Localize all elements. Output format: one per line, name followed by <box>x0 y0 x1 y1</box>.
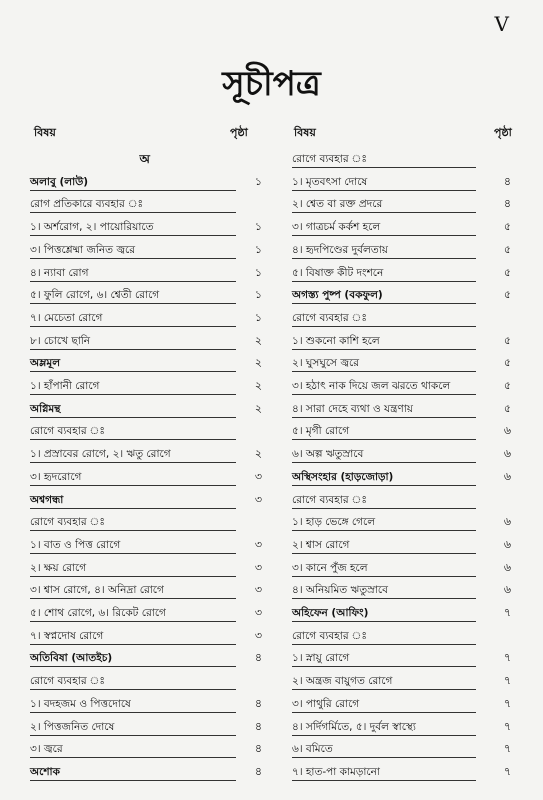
entry-page: ৩ <box>254 583 262 597</box>
entry-text: ১। হাঁপানী রোগে <box>30 380 100 392</box>
entry-underline <box>292 485 476 486</box>
index-entry <box>30 332 265 350</box>
entry-text: ৩। পিত্তশ্লেষ্মা জনিত জ্বরে <box>30 243 136 256</box>
entry-page: ৫ <box>503 401 511 415</box>
entry-underline <box>292 235 476 236</box>
entry-underline <box>30 780 236 781</box>
entry-text: ৭। স্বপ্নদোষ রোগে <box>30 629 104 642</box>
entry-text: ৩। হৃদরোগে <box>30 470 82 483</box>
entry-underline <box>292 371 476 372</box>
entry-page: ২ <box>254 447 262 461</box>
entry-page: ৭ <box>503 606 511 619</box>
col2-page-header: পৃষ্ঠা <box>494 126 512 139</box>
entry-page: ৪ <box>503 174 511 188</box>
entry-text: ২। ক্ষয় রোগে <box>30 561 87 574</box>
entry-page: ৩ <box>254 628 262 642</box>
entry-text: ৪। সারা দেহে ব্যথা ও যন্ত্রণায় <box>292 402 413 415</box>
entry-underline <box>292 689 476 690</box>
entry-page: ৬ <box>503 583 511 597</box>
entry-underline <box>30 439 236 440</box>
entry-text: ১। হাড় ভেঙ্গে গেলে <box>292 516 376 529</box>
entry-page: ৬ <box>503 447 511 461</box>
entry-underline <box>30 621 236 622</box>
entry-text: ৩। শ্বাস রোগে, ৪। অনিদ্রা রোগে <box>30 584 164 597</box>
index-heading <box>292 286 517 304</box>
index-heading <box>30 354 265 372</box>
index-entry <box>292 218 517 236</box>
entry-text: ৬। বমিতে <box>292 743 333 756</box>
index-heading <box>292 468 517 486</box>
index-entry <box>292 332 517 350</box>
entry-page: ১ <box>254 220 262 234</box>
entry-text: অ <box>139 152 150 166</box>
entry-underline <box>292 530 476 531</box>
entry-underline <box>30 462 236 463</box>
entry-text: রোগ প্রতিকারে ব্যবহার ঃ <box>30 198 144 211</box>
entry-underline <box>30 394 236 395</box>
entry-page: ৭ <box>503 764 511 778</box>
index-entry <box>292 649 517 667</box>
col1-topic-header: বিষয় <box>34 126 56 139</box>
entry-underline <box>292 394 476 395</box>
entry-text: ২। শ্বাস রোগে <box>292 538 350 551</box>
index-entry <box>30 468 265 486</box>
entry-underline <box>30 598 236 599</box>
entry-underline <box>30 689 236 690</box>
entry-page: ২ <box>254 356 262 370</box>
entry-text: ২। পিত্তজনিত দোষে <box>30 720 115 733</box>
entry-underline <box>292 417 476 418</box>
entry-text: ৭। মেচেতা রোগে <box>30 311 103 324</box>
entry-underline <box>292 212 476 213</box>
entry-underline <box>30 235 236 236</box>
entry-underline <box>292 281 476 282</box>
entry-underline <box>292 349 476 350</box>
index-entry <box>292 536 517 554</box>
index-heading <box>292 604 517 622</box>
entry-page: ২ <box>254 333 262 347</box>
entry-text: রোগে ব্যবহার ঃ <box>292 493 367 506</box>
entry-page: ৬ <box>503 515 511 529</box>
index-entry <box>30 536 265 554</box>
index-entry <box>30 377 265 395</box>
entry-underline <box>30 712 236 713</box>
entry-text: রোগে ব্যবহার ঃ <box>30 425 105 438</box>
page-number: V <box>494 12 509 36</box>
entry-text: ১। বাত ও পিত্ত রোগে <box>30 538 121 551</box>
entry-page: ১ <box>254 310 262 324</box>
entry-text: ৩। হঠাৎ নাক দিয়ে জল ঝরতে থাকলে <box>292 380 451 392</box>
index-entry <box>292 581 517 599</box>
entry-text: ৪। অনিয়মিত ঋতুস্রাবে <box>292 584 388 597</box>
index-heading <box>30 649 265 667</box>
entry-page: ১ <box>254 242 262 256</box>
index-subheading <box>292 627 517 645</box>
index-entry <box>30 627 265 645</box>
entry-page: ৪ <box>254 696 262 710</box>
entry-page: ৩ <box>254 606 262 619</box>
index-entry <box>292 195 517 213</box>
entry-page: ২ <box>254 379 262 392</box>
index-entry <box>30 581 265 599</box>
index-entry <box>30 241 265 259</box>
entry-text: ৪। হৃদপিণ্ডের দুর্বলতায় <box>292 243 388 256</box>
entry-text: ৫। মৃগী রোগে <box>292 425 350 438</box>
entry-text: ৪। ন্যাবা রোগ <box>30 266 89 279</box>
entry-underline <box>30 371 236 372</box>
entry-underline <box>30 258 236 259</box>
index-subheading <box>292 309 517 327</box>
entry-underline <box>292 553 476 554</box>
entry-page: ৭ <box>503 674 511 688</box>
index-heading <box>30 763 265 781</box>
entry-text: ৩। গাত্রচর্ম কর্কশ হলে <box>292 221 381 234</box>
entry-underline <box>292 666 476 667</box>
entry-page: ৭ <box>503 651 511 665</box>
entry-underline <box>30 666 236 667</box>
entry-underline <box>292 712 476 713</box>
entry-text: রোগে ব্যবহার ঃ <box>292 629 367 642</box>
index-entry <box>292 354 517 372</box>
entry-text: রোগে ব্যবহার ঃ <box>292 153 367 165</box>
index-entry <box>292 672 517 690</box>
entry-text: ১। প্রস্রাবের রোগে, ২। ঋতু রোগে <box>30 448 171 461</box>
entry-text: ৩। কানে পুঁজ হলে <box>292 561 368 574</box>
entry-page: ৬ <box>503 469 511 483</box>
entry-underline <box>292 326 476 327</box>
entry-text: ৫। বিষাক্ত কীট দংশনে <box>292 266 384 279</box>
entry-page: ৫ <box>503 333 511 347</box>
index-subheading <box>292 491 517 509</box>
entry-page: ২ <box>254 401 262 415</box>
entry-page: ৩ <box>254 560 262 574</box>
entry-text: ১। মৃতবৎসা দোষে <box>292 175 368 188</box>
entry-text: ১। স্নায়ু রোগে <box>292 652 350 665</box>
index-entry <box>30 264 265 282</box>
index-entry <box>30 309 265 327</box>
entry-underline <box>30 644 236 645</box>
section-letter <box>30 150 265 168</box>
entry-underline <box>292 439 476 440</box>
entry-underline <box>30 281 236 282</box>
index-entry <box>292 445 517 463</box>
entry-underline <box>292 757 476 758</box>
entry-text: ৮। চোখে ছানি <box>30 334 91 347</box>
entry-underline <box>30 326 236 327</box>
entry-text: অহিফেন (আফিং) <box>292 607 369 619</box>
index-entry <box>292 422 517 440</box>
entry-page: ৭ <box>503 742 511 756</box>
entry-text: ২। শ্বেত বা রক্ত প্রদরে <box>292 198 383 211</box>
entry-page: ৩ <box>254 537 262 551</box>
page-title: সূচীপত্র <box>222 64 321 104</box>
index-entry <box>30 559 265 577</box>
entry-text: অগ্নিমন্থ <box>30 402 61 415</box>
entry-underline <box>292 780 476 781</box>
entry-underline <box>30 553 236 554</box>
entry-underline <box>30 735 236 736</box>
entry-page: ৫ <box>503 288 511 302</box>
entry-underline <box>30 757 236 758</box>
entry-text: অলাবু (লাউ) <box>30 175 89 188</box>
index-entry <box>292 740 517 758</box>
entry-page: ৩ <box>254 469 262 483</box>
entry-underline <box>292 303 476 304</box>
index-heading <box>30 400 265 418</box>
entry-text: অশোক <box>30 765 60 778</box>
index-heading <box>30 491 265 509</box>
entry-page: ৫ <box>503 220 511 234</box>
entry-underline <box>292 190 476 191</box>
entry-underline <box>30 212 236 213</box>
index-subheading <box>30 513 265 531</box>
entry-page: ৪ <box>254 764 262 778</box>
index-subheading <box>292 150 517 168</box>
col2-topic-header: বিষয় <box>294 126 316 139</box>
entry-page: ৩ <box>254 492 262 506</box>
entry-underline <box>292 258 476 259</box>
entry-page: ৬ <box>503 560 511 574</box>
entry-text: অশ্বগন্ধা <box>30 493 64 506</box>
entry-page: ১ <box>254 174 262 188</box>
entry-text: ১। শুকনো কাশি হলে <box>292 334 380 347</box>
entry-text: ১। অর্শরোগ, ২। পায়োরিয়াতে <box>30 221 154 234</box>
entry-text: ১। বদহজম ও পিত্তদোষে <box>30 697 131 710</box>
entry-page: ৪ <box>503 197 511 211</box>
index-entry <box>30 286 265 304</box>
entry-text: রোগে ব্যবহার ঃ <box>30 675 105 688</box>
index-entry <box>292 695 517 713</box>
index-entry <box>30 740 265 758</box>
entry-text: অস্থিসংহার (হাড়জোড়া) <box>292 470 394 483</box>
index-entry <box>30 604 265 622</box>
entry-underline <box>30 190 236 191</box>
entry-text: অম্লমূল <box>30 357 61 370</box>
entry-page: ৬ <box>503 424 511 438</box>
index-subheading <box>30 672 265 690</box>
entry-underline <box>30 530 236 531</box>
entry-text: ৫। শোথ রোগে, ৬। রিকেট রোগে <box>30 607 166 619</box>
index-entry <box>292 264 517 282</box>
entry-page: ৫ <box>503 265 511 279</box>
entry-text: ৭। হাত-পা কামড়ানো <box>292 765 380 778</box>
entry-text: ২। ঘুসঘুসে জ্বরে <box>292 357 360 370</box>
entry-page: ১ <box>254 288 262 302</box>
entry-text: রোগে ব্যবহার ঃ <box>292 311 367 324</box>
entry-text: ২। অন্ত্রজ বায়ুগত রোগে <box>292 675 393 688</box>
index-entry <box>292 559 517 577</box>
entry-text: অগস্ত্য পুষ্প (বকফুল) <box>292 289 383 302</box>
entry-underline <box>292 735 476 736</box>
entry-underline <box>292 508 476 509</box>
index-heading <box>30 173 265 191</box>
entry-page: ৪ <box>254 651 262 665</box>
entry-underline <box>30 508 236 509</box>
index-entry <box>292 377 517 395</box>
entry-text: অতিবিষা (আতইচ) <box>30 652 113 665</box>
entry-underline <box>30 417 236 418</box>
entry-page: ১ <box>254 265 262 279</box>
entry-page: ৫ <box>503 356 511 370</box>
entry-underline <box>30 485 236 486</box>
entry-underline <box>292 621 476 622</box>
entry-text: ৫। ফুলি রোগে, ৬। শ্বেতী রোগে <box>30 289 160 302</box>
entry-page: ৪ <box>254 719 262 733</box>
entry-text: রোগে ব্যবহার ঃ <box>30 516 105 529</box>
entry-text: ৬। অল্প ঋতুস্রাবে <box>292 448 364 461</box>
entry-text: ৩। পাথুরি রোগে <box>292 697 360 710</box>
entry-underline <box>292 598 476 599</box>
index-entry <box>292 400 517 418</box>
index-entry <box>292 763 517 781</box>
index-subheading <box>30 195 265 213</box>
entry-page: ৪ <box>254 742 262 756</box>
entry-page: ৫ <box>503 379 511 392</box>
entry-underline <box>30 576 236 577</box>
index-entry <box>292 241 517 259</box>
index-subheading <box>30 422 265 440</box>
index-entry <box>30 445 265 463</box>
entry-text: ৩। জ্বরে <box>30 743 63 756</box>
entry-underline <box>30 349 236 350</box>
index-entry <box>292 718 517 736</box>
entry-underline <box>292 462 476 463</box>
entry-underline <box>292 167 476 168</box>
entry-text: ৪। সর্দিগর্মিতে, ৫। দুর্বল স্বাস্থ্যে <box>292 720 416 733</box>
index-entry <box>30 718 265 736</box>
entry-page: ৬ <box>503 537 511 551</box>
index-entry <box>30 695 265 713</box>
entry-underline <box>30 303 236 304</box>
entry-page: ৭ <box>503 696 511 710</box>
entry-underline <box>292 644 476 645</box>
entry-page: ৫ <box>503 242 511 256</box>
index-entry <box>30 218 265 236</box>
entry-underline <box>292 576 476 577</box>
entry-page: ৭ <box>503 719 511 733</box>
index-entry <box>292 513 517 531</box>
index-entry <box>292 173 517 191</box>
col1-page-header: পৃষ্ঠা <box>230 126 248 139</box>
